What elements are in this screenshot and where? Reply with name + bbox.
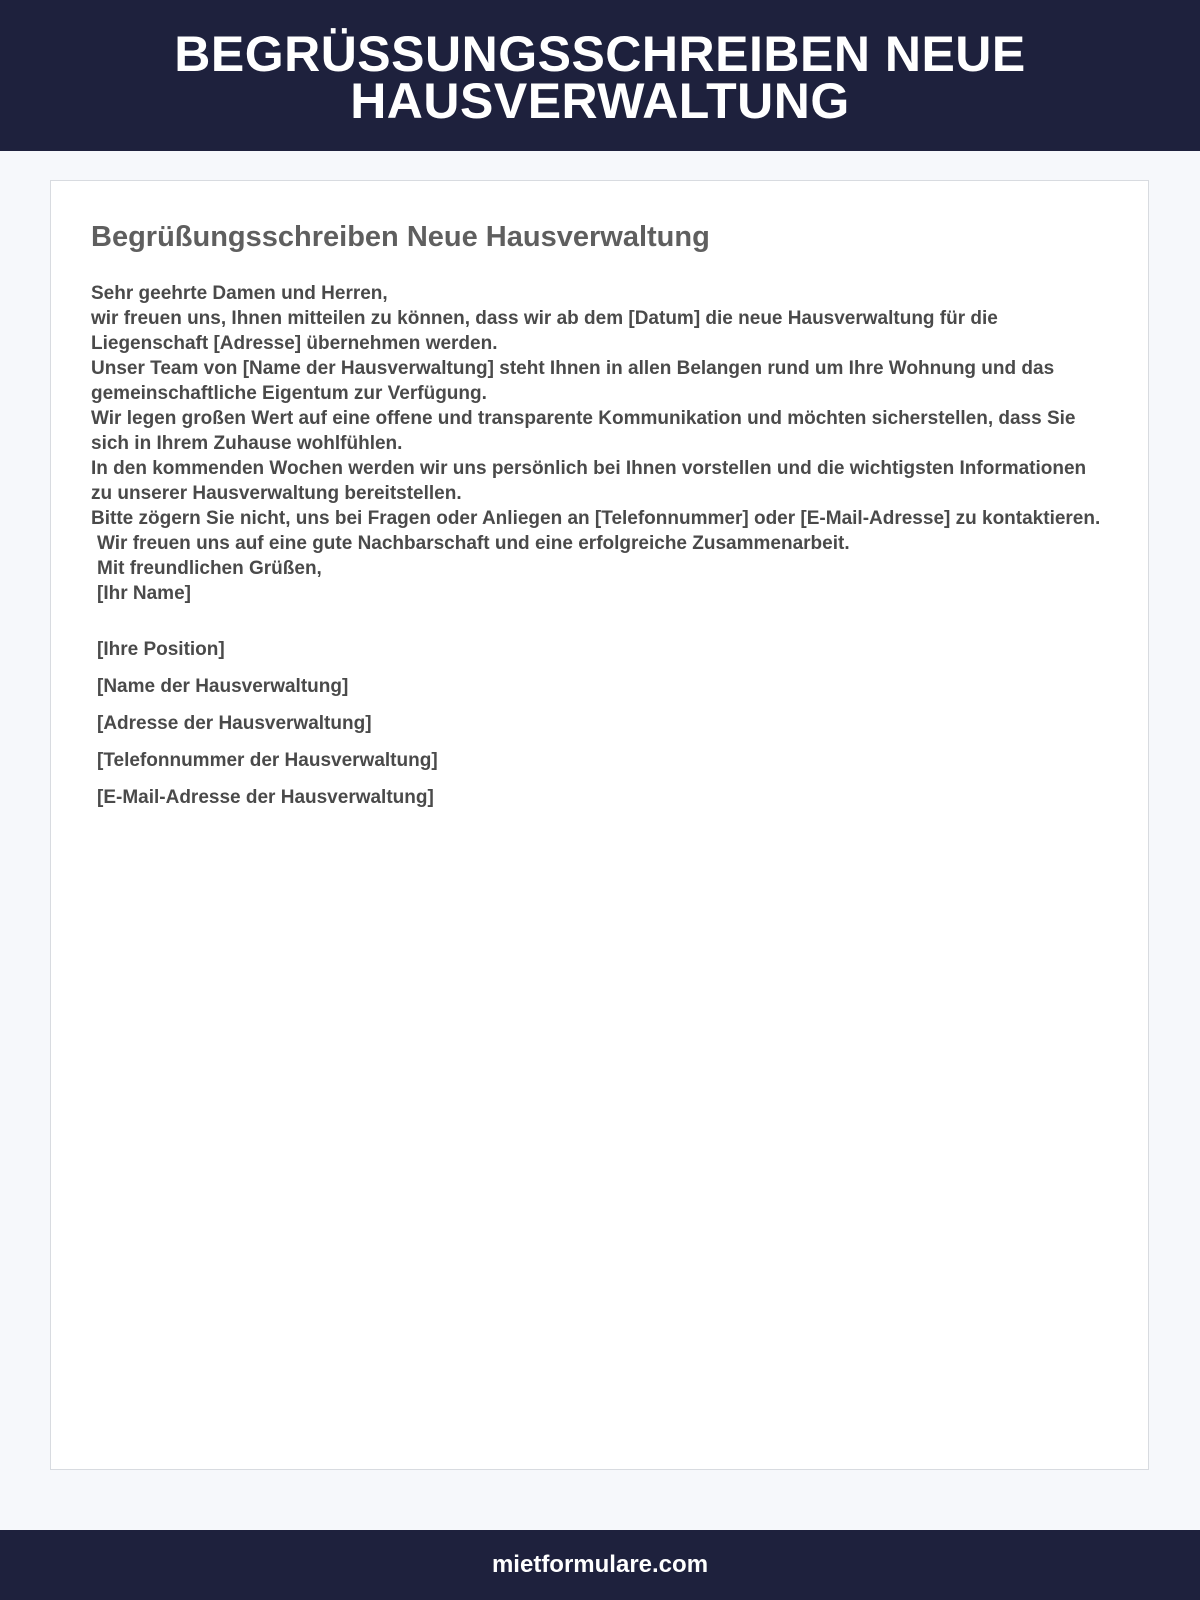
document-card bbox=[50, 180, 1149, 1470]
signature-name: [Ihr Name] bbox=[97, 583, 191, 604]
paragraph: Bitte zögern Sie nicht, uns bei Fragen oder Anliegen an [Telefonnummer] oder [E-Mail-Adresse] zu kontaktieren. bbox=[91, 508, 1101, 529]
signature-email: [E-Mail-Adresse der Hausverwaltung] bbox=[97, 787, 434, 808]
signature-address: [Adresse der Hausverwaltung] bbox=[97, 713, 372, 734]
paragraph: Unser Team von [Name der Hausverwaltung] steht Ihnen in allen Belangen rund um Ihre Wohnung und das gemeinschaftliche Eigentum zur Verfügung. bbox=[91, 358, 1055, 404]
footer-site-link[interactable]: mietformulare.com bbox=[491, 1551, 709, 1578]
salutation: Sehr geehrte Damen und Herren, bbox=[91, 283, 388, 304]
page-header bbox=[0, 0, 1200, 151]
signature-phone: [Telefonnummer der Hausverwaltung] bbox=[97, 750, 438, 771]
signature-block bbox=[91, 637, 438, 822]
paragraph: In den kommenden Wochen werden wir uns persönlich bei Ihnen vorstellen und die wichtigsten Informationen zu unserer Hausverwaltung bereitstellen. bbox=[91, 458, 1087, 504]
paragraph: wir freuen uns, Ihnen mitteilen zu können, dass wir ab dem [Datum] die neue Hausverwaltung für die Liegenschaft [Adresse] übernehmen werden. bbox=[91, 308, 998, 354]
greeting: Mit freundlichen Grüßen, bbox=[97, 558, 322, 579]
closing-line: Wir freuen uns auf eine gute Nachbarschaft und eine erfolgreiche Zusammenarbeit. bbox=[97, 533, 850, 554]
signature-company: [Name der Hausverwaltung] bbox=[97, 676, 349, 697]
document-title: Begrüßungsschreiben Neue Hausverwaltung bbox=[91, 221, 710, 253]
signature-position: [Ihre Position] bbox=[97, 639, 225, 660]
page-footer bbox=[0, 1530, 1200, 1600]
letter-body bbox=[91, 281, 1101, 606]
page-title: BEGRÜSSUNGSSCHREIBEN NEUE HAUSVERWALTUNG bbox=[174, 25, 1026, 129]
paragraph: Wir legen großen Wert auf eine offene und transparente Kommunikation und möchten sicherstellen, dass Sie sich in Ihrem Zuhause wohlfühlen. bbox=[91, 408, 1076, 454]
